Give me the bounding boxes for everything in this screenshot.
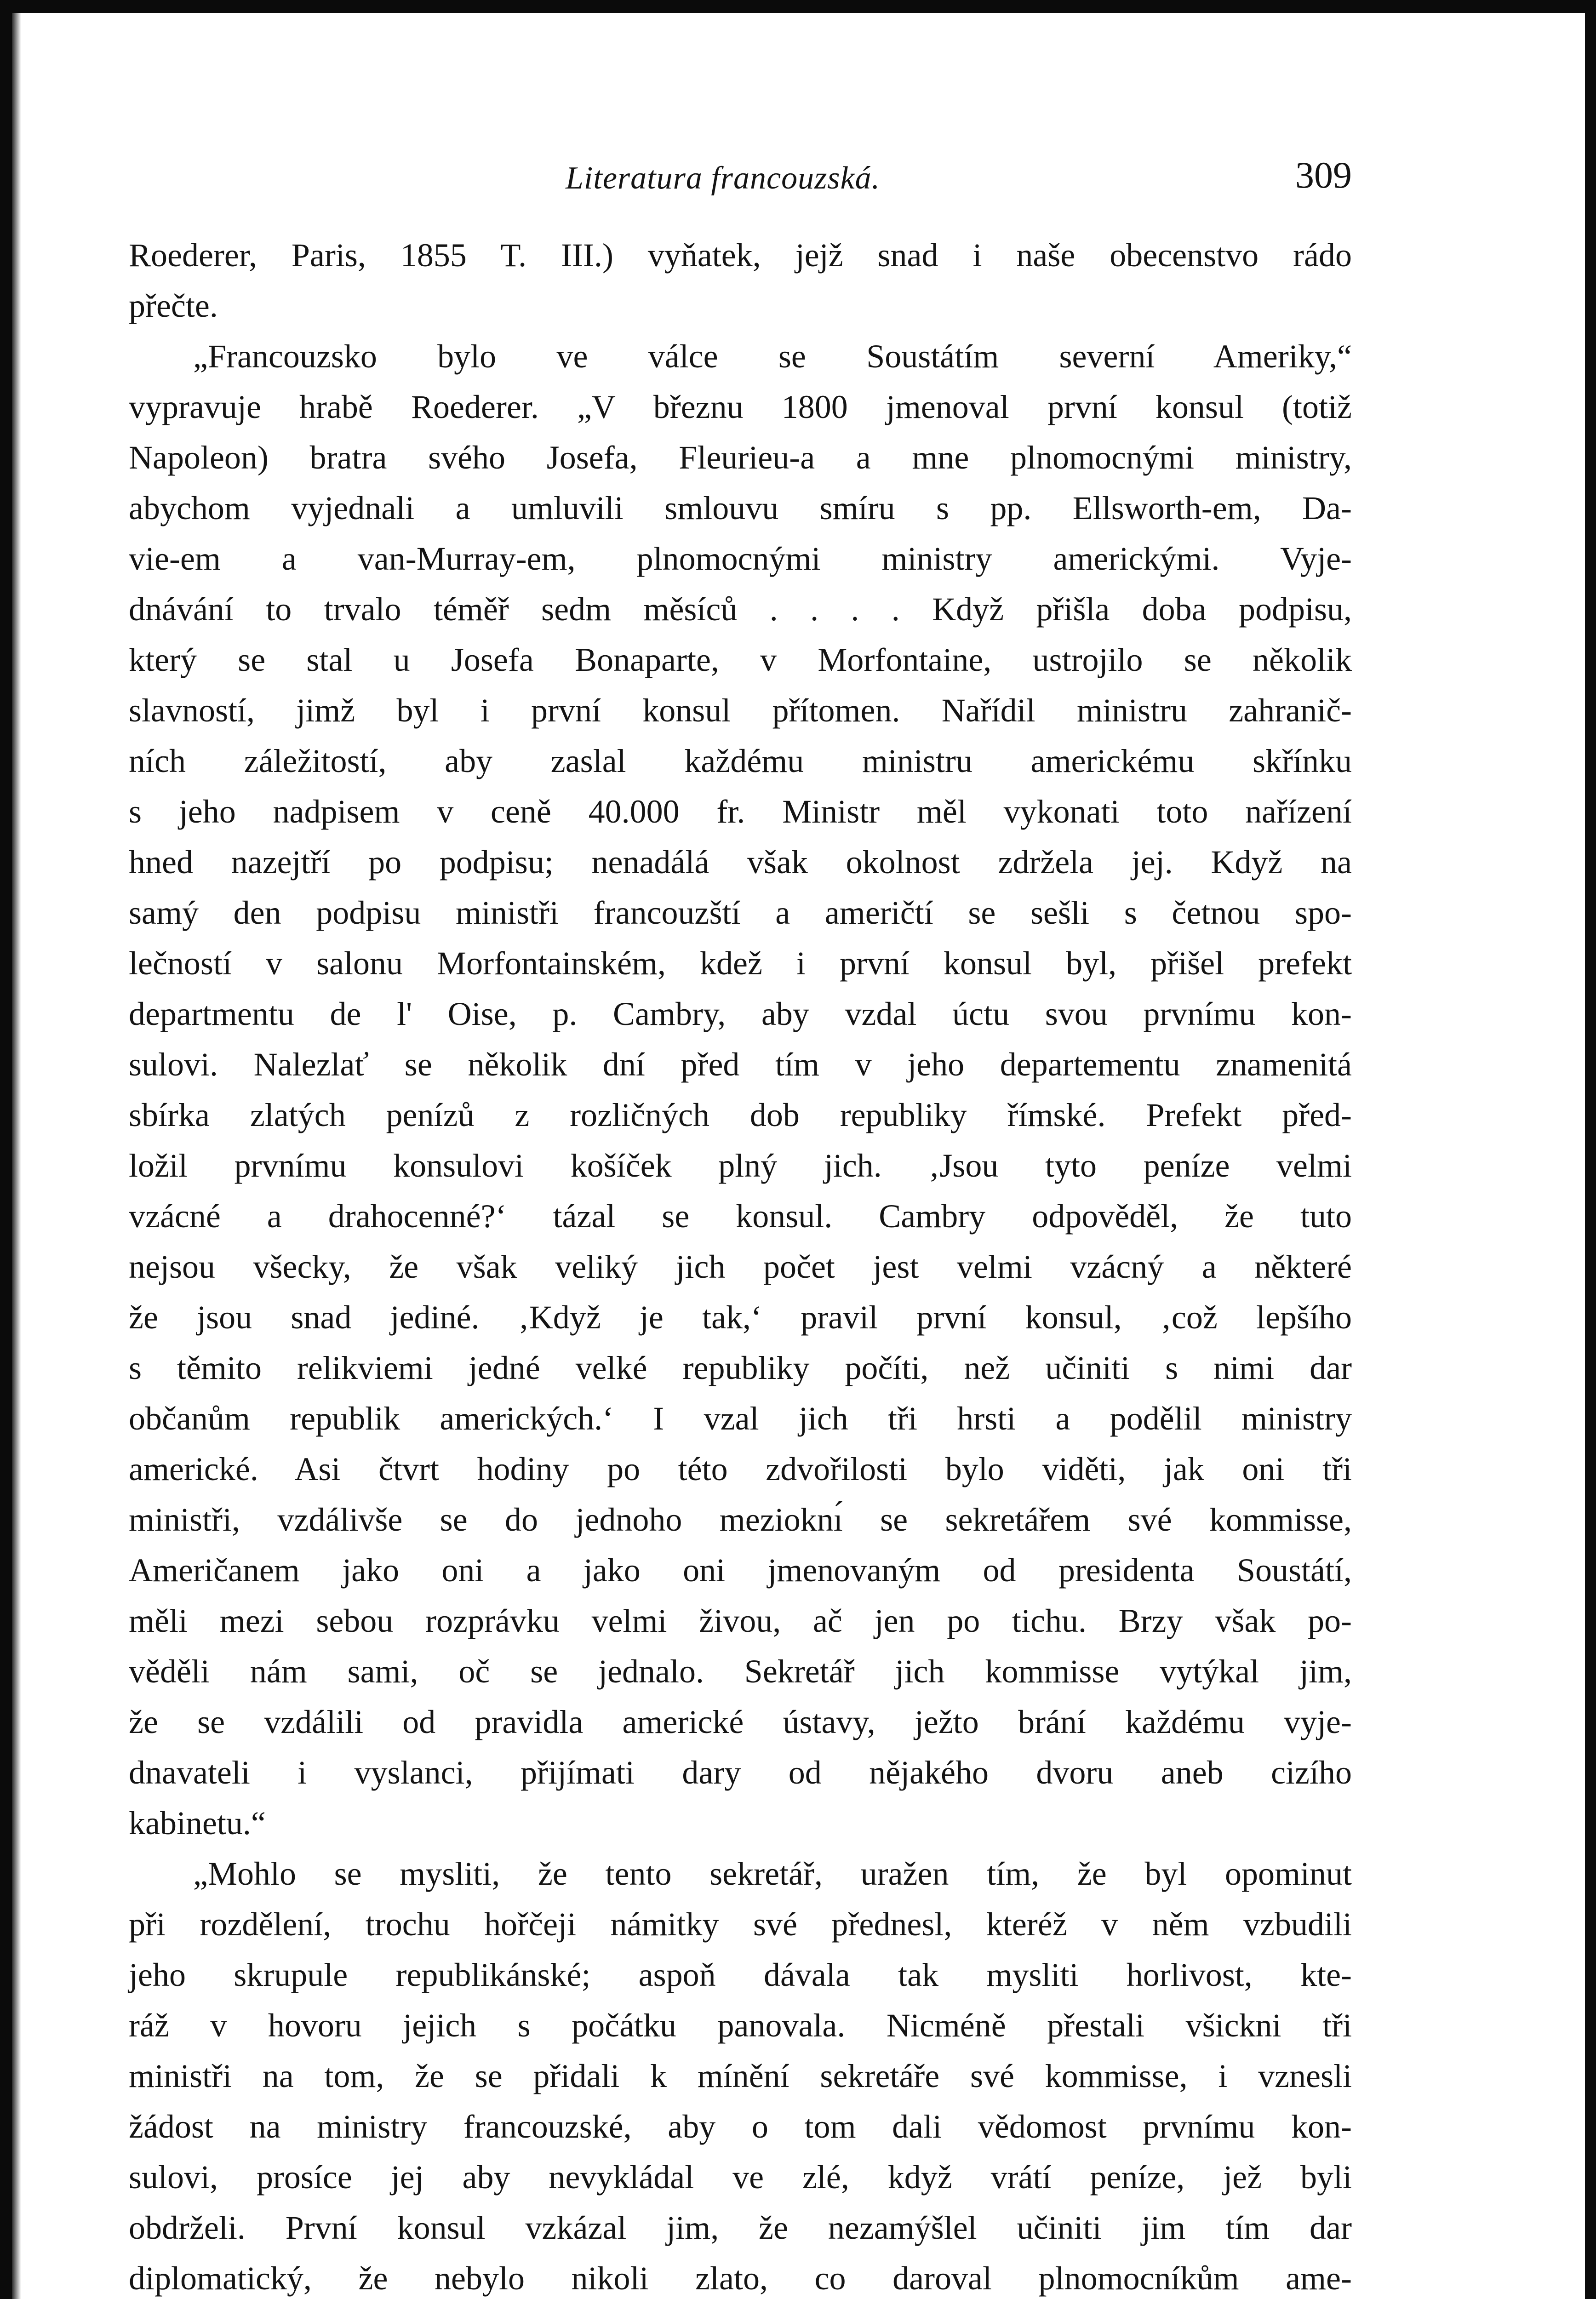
text-line: žádost na ministry francouzské, aby o tom dali vědomost prvnímu kon- xyxy=(129,2108,1352,2145)
text-line: „Francouzsko bylo ve válce se Soustátím severní Ameriky,“ xyxy=(193,338,1352,375)
text-line: vypravuje hrabě Roederer. „V březnu 1800 jmenoval první konsul (totiž xyxy=(129,389,1352,425)
text-line: že se vzdálili od pravidla americké ústavy, ježto brání každému vyje- xyxy=(129,1704,1352,1740)
running-head xyxy=(129,152,1352,216)
text-line: měli mezi sebou rozprávku velmi živou, ač jen po tichu. Brzy však po- xyxy=(129,1602,1352,1639)
page-number: 309 xyxy=(1295,154,1352,196)
text-line: že jsou snad jediné. ‚Když je tak,‘ pravil první konsul, ‚což lepšího xyxy=(129,1299,1352,1336)
text-line: přečte. xyxy=(129,287,218,324)
text-line: nejsou všecky, že však veliký jich počet jest velmi vzácný a některé xyxy=(129,1248,1352,1285)
scan-right-edge xyxy=(1585,0,1596,2299)
text-line: departmentu de l' Oise, p. Cambry, aby vzdal úctu svou prvnímu kon- xyxy=(129,995,1352,1032)
text-line: vzácné a drahocenné?‘ tázal se konsul. Cambry odpověděl, že tuto xyxy=(129,1198,1352,1235)
text-line: s jeho nadpisem v ceně 40.000 fr. Ministr měl vykonati toto nařízení xyxy=(129,793,1352,830)
text-line: sbírka zlatých penízů z rozličných dob republiky římské. Prefekt před- xyxy=(129,1097,1352,1133)
text-line: věděli nám sami, oč se jednalo. Sekretář jich kommisse vytýkal jim, xyxy=(129,1653,1352,1690)
page-gutter-shadow xyxy=(12,13,21,2299)
text-line: sulovi. Nalezlať se několik dní před tím v jeho departementu znamenitá xyxy=(129,1046,1352,1083)
text-line: dnavateli i vyslanci, přijímati dary od nějakého dvoru aneb cizího xyxy=(129,1754,1352,1791)
text-line: vie-em a van-Murray-em, plnomocnými ministry americkými. Vyje- xyxy=(129,540,1352,577)
text-line: při rozdělení, trochu hořčeji námitky své přednesl, kteréž v něm vzbudili xyxy=(129,1906,1352,1943)
text-line: slavností, jimž byl i první konsul přítomen. Nařídil ministru zahranič- xyxy=(129,692,1352,729)
text-line: „Mohlo se mysliti, že tento sekretář, uražen tím, že byl opominut xyxy=(193,1855,1352,1892)
text-line: občanům republik amerických.‘ I vzal jich tři hrsti a podělil ministry xyxy=(129,1400,1352,1437)
text-line: ministři na tom, že se přidali k mínění sekretáře své kommisse, i vznesli xyxy=(129,2058,1352,2094)
text-line: s těmito relikviemi jedné velké republiky počíti, než učiniti s nimi dar xyxy=(129,1350,1352,1386)
body-text xyxy=(129,230,1352,2299)
text-line: který se stal u Josefa Bonaparte, v Morfontaine, ustrojilo se několik xyxy=(129,641,1352,678)
text-line: abychom vyjednali a umluvili smlouvu smíru s pp. Ellsworth-em, Da- xyxy=(129,490,1352,526)
book-page xyxy=(129,152,1352,2299)
text-line: obdrželi. První konsul vzkázal jim, že nezamýšlel učiniti jim tím dar xyxy=(129,2209,1352,2246)
text-line: ráž v hovoru jejich s počátku panovala. Nicméně přestali všickni tři xyxy=(129,2007,1352,2044)
scan-top-edge xyxy=(0,0,1596,13)
text-line: jeho skrupule republikánské; aspoň dávala tak mysliti horlivost, kte- xyxy=(129,1956,1352,1993)
text-line: samý den podpisu ministři francouzští a američtí se sešli s četnou spo- xyxy=(129,894,1352,931)
text-line: lečností v salonu Morfontainském, kdež i první konsul byl, přišel prefekt xyxy=(129,945,1352,982)
text-line: sulovi, prosíce jej aby nevykládal ve zlé, když vrátí peníze, jež byli xyxy=(129,2159,1352,2196)
text-line: ministři, vzdálivše se do jednoho mezioknı́ se sekretářem své kommisse, xyxy=(129,1501,1352,1538)
text-line: diplomatický, že nebylo nikoli zlato, co daroval plnomocníkům ame- xyxy=(129,2260,1352,2297)
text-line: Roederer, Paris, 1855 T. III.) vyňatek, jejž snad i naše obecenstvo rádo xyxy=(129,237,1352,274)
text-line: kabinetu.“ xyxy=(129,1805,266,1841)
text-line: Napoleon) bratra svého Josefa, Fleurieu-a a mne plnomocnými ministry, xyxy=(129,439,1352,476)
scan-left-edge xyxy=(0,0,12,2299)
text-line: hned nazejtří po podpisu; nenadálá však okolnost zdržela jej. Když na xyxy=(129,844,1352,881)
running-title: Literatura francouzská. xyxy=(566,160,881,196)
text-line: dnávání to trvalo téměř sedm měsíců . . . . Když přišla doba podpisu, xyxy=(129,591,1352,628)
text-line: americké. Asi čtvrt hodiny po této zdvořilosti bylo viděti, jak oni tři xyxy=(129,1451,1352,1487)
text-line: Američanem jako oni a jako oni jmenovaným od presidenta Soustátí, xyxy=(129,1552,1352,1589)
text-line: ložil prvnímu konsulovi košíček plný jich. ‚Jsou tyto peníze velmi xyxy=(129,1147,1352,1184)
text-line: ních záležitostí, aby zaslal každému ministru americkému skřínku xyxy=(129,743,1352,779)
